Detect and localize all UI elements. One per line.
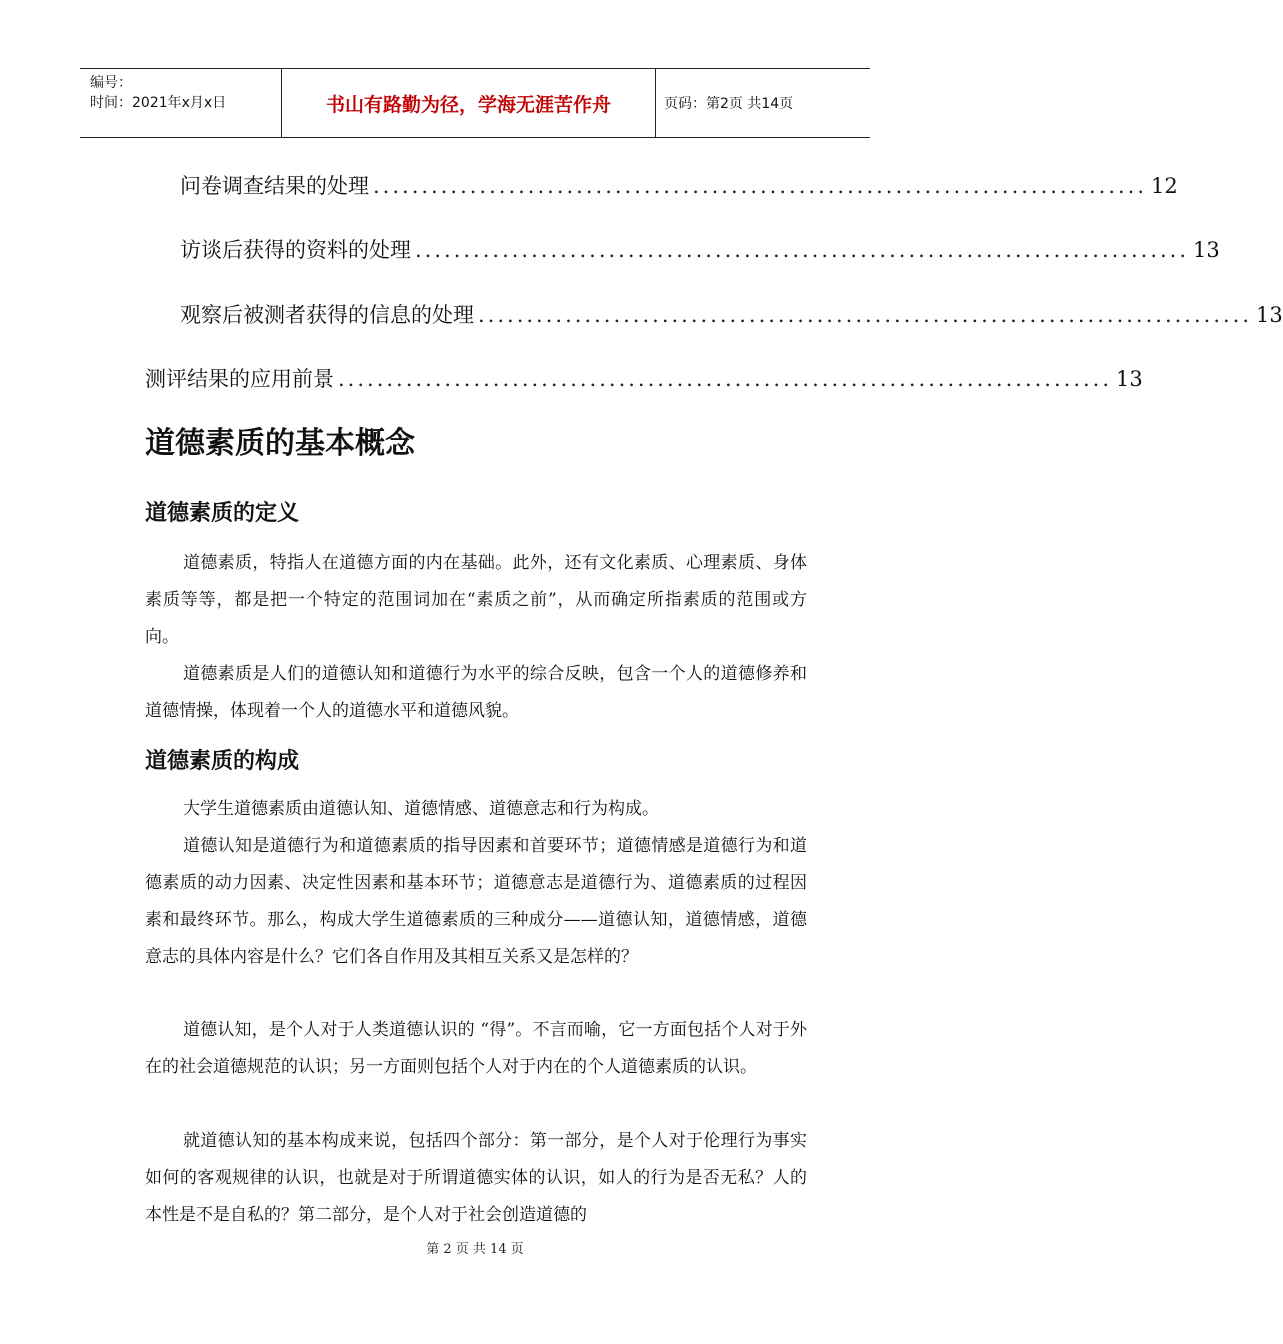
subsection-title-definition: 道德素质的定义 [145, 501, 300, 526]
toc-entry-title: 访谈后获得的资料的处理 [180, 238, 411, 262]
date-label: 时间：2021年x月x日 [90, 95, 227, 111]
page-header [80, 68, 870, 138]
toc-entry[interactable] [145, 363, 1143, 393]
header-motto: 书山有路勤为径，学海无涯苦作舟 [282, 69, 656, 137]
number-label: 编号： [90, 75, 132, 91]
toc-entry-page: 13 [1256, 303, 1283, 327]
subsection-title-composition: 道德素质的构成 [145, 749, 300, 774]
toc-leader: ................................................................................ [373, 174, 1148, 198]
toc-entry-title: 问卷调查结果的处理 [180, 174, 369, 198]
toc-entry-page: 13 [1116, 367, 1143, 391]
paragraph: 道德认知是道德行为和道德素质的指导因素和首要环节；道德情感是道德行为和道德素质的动力因素、决定性因素和基本环节；道德意志是道德行为、道德素质的过程因素和最终环节。那么，构成大学生道德素质的三种成分——道德认知，道德情感，道德意志的具体内容是什么？它们各自作用及其相互关系又是怎样的？ [145, 836, 807, 967]
toc-entry-title: 测评结果的应用前景 [145, 367, 334, 391]
header-page-info: 页码：第2页 共14页 [664, 96, 794, 112]
toc-leader: ................................................................................ [478, 303, 1253, 327]
header-meta [80, 69, 282, 137]
paragraph: 道德认知，是个人对于人类道德认识的 “得”。不言而喻，它一方面包括个人对于外在的社会道德规范的认识；另一方面则包括个人对于内在的个人道德素质的认识。 [145, 1020, 807, 1077]
paragraph: 道德素质，特指人在道德方面的内在基础。此外，还有文化素质、心理素质、身体素质等等，都是把一个特定的范围词加在“素质之前”，从而确定所指素质的范围或方向。 [145, 553, 807, 647]
toc-leader: ................................................................................ [338, 367, 1113, 391]
toc-entry[interactable] [180, 234, 1220, 264]
paragraph: 大学生道德素质由道德认知、道德情感、道德意志和行为构成。 [183, 799, 659, 819]
toc-entry-page: 13 [1193, 238, 1220, 262]
toc-leader: ................................................................................ [415, 238, 1190, 262]
paragraph: 道德素质是人们的道德认知和道德行为水平的综合反映，包含一个人的道德修养和道德情操，体现着一个人的道德水平和道德风貌。 [145, 664, 807, 721]
toc-entry-title: 观察后被测者获得的信息的处理 [180, 303, 474, 327]
toc-entry[interactable] [180, 170, 1178, 200]
paragraph: 就道德认知的基本构成来说，包括四个部分：第一部分，是个人对于伦理行为事实如何的客观规律的认识，也就是对于所谓道德实体的认识，如人的行为是否无私？人的本性是不是自私的？第二部分，是个人对于社会创造道德的 [145, 1131, 807, 1225]
section-title: 道德素质的基本概念 [145, 426, 415, 461]
page-footer: 第 2 页 共 14 页 [426, 1242, 524, 1257]
toc-entry-page: 12 [1151, 174, 1178, 198]
toc-entry[interactable] [180, 299, 1283, 329]
